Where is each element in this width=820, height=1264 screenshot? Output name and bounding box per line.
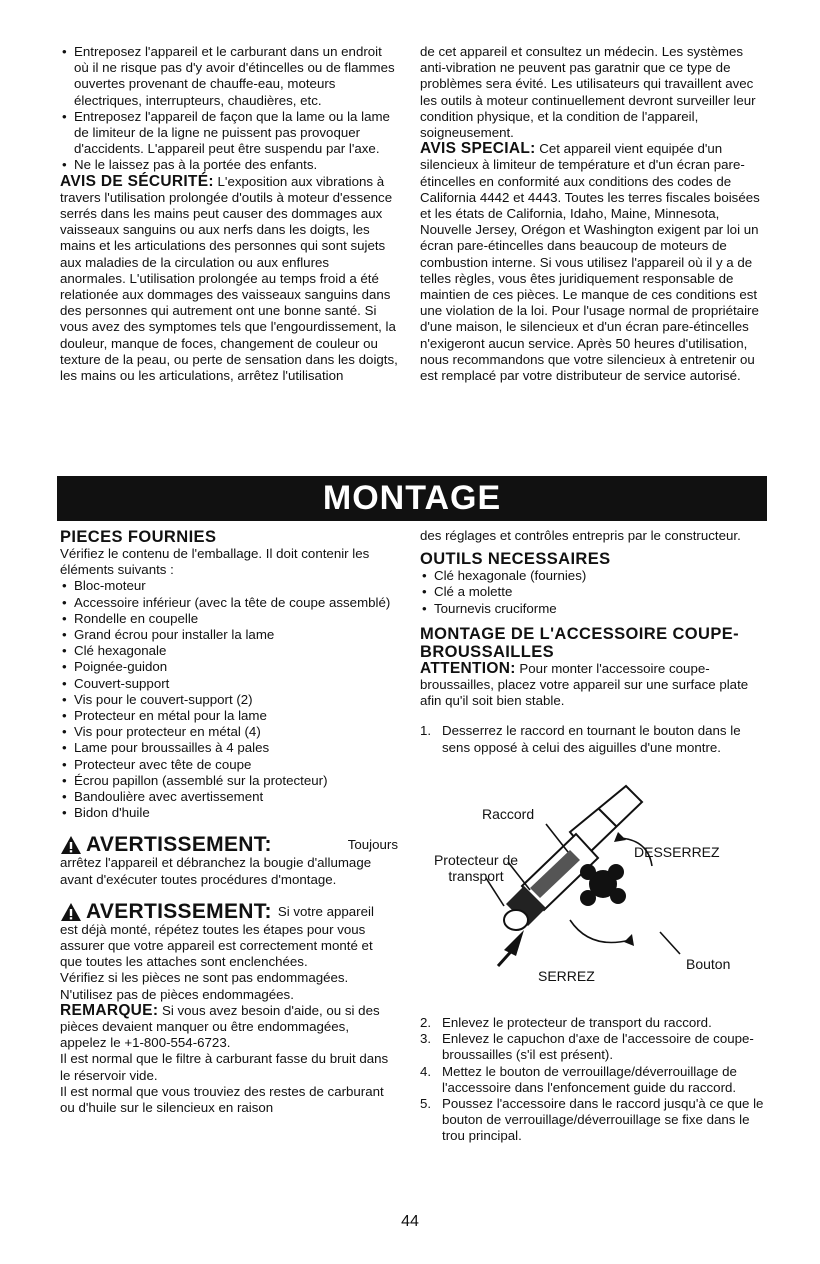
pieces-list: [60, 578, 398, 821]
pieces-title: PIECES FOURNIES: [60, 528, 217, 546]
avis-special-text: Cet appareil vient equipée d'un silencieux à limiteur de température et d'un écran pare-étincelles en conformité aux conditions des codes de California 4442 et 4443. Toutes les terres fiscales boisées et les états de California, Idaho, Maine, Minnesota, Nouvelle Jersey, Orégon et Washington exigent par loi un écran pare-étincelles dans beaucoup de moteurs de combustion interne. Si vous utilisez l'appareil où il y a de telles règles, vous êtes juridiquement responsable de maintien de ces pièces. Le manque de ces conditions est une violation de la loi. Pour l'usage normal de propriétaire d'une maison, le silencieux et d'un écran pare-étincelles n'exigeront aucun service. Après 50 heures d'utilisation, nous recommandons que votre silencieux à entretenir ou est remplacé par votre distributeur de service autorisé.: [420, 141, 760, 384]
normal-text-2: Il est normal que vous trouviez des restes de carburant ou d'huile sur le silencieux en raison: [60, 1083, 384, 1116]
list-item: • Bloc-moteur: [60, 578, 398, 594]
warning-2-inline: Si votre appareil: [277, 903, 374, 919]
list-item: • Rondelle en coupelle: [60, 611, 398, 627]
list-item: • Vis pour protecteur en métal (4): [60, 724, 398, 740]
step-text: Desserrez le raccord en tournant le bouton dans le sens opposé à celui des aiguilles d'une montre.: [442, 723, 741, 755]
step-item: [420, 723, 765, 755]
right-bottom-column: [420, 528, 765, 756]
outils-title: OUTILS NECESSAIRES: [420, 550, 611, 569]
label-bouton: Bouton: [686, 956, 731, 972]
warning-2-text: est déjà monté, répétez toutes les étapes pour vous assurer que votre appareil est correctement monté et que toutes les attaches sont enclenchées.: [60, 921, 373, 970]
steps-column: [420, 1015, 765, 1145]
list-item: • Lame pour broussailles à 4 pales: [60, 740, 398, 756]
attention-text: Pour monter l'accessoire coupe-broussailles, placez votre appareil sur une surface plate afin qu'il soit bien stable.: [420, 660, 749, 709]
attention-paragraph: [420, 661, 765, 710]
avis-securite-text: L'exposition aux vibrations à travers l'utilisation prolongée d'outils à moteur d'essence serrés dans les mains peut causer des dommages aux vaisseaux sanguins ou aux nerfs dans les doigts, les mains et les articulations des personnes qui sont sujets aux maladies de la circulation ou aux enflures anormales. L'utilisation prolongée au temps froid a été relationée aux dommages des vaisseaux sanguins dans des personnes qui autrement ont une bonne santé. Si vous avez des symptomes tels que l'engourdissement, la douleur, manque de foces, changement de couleur ou texture de la peau, ou perte de sensation dans les doigts, les mains ou les articulations, arrêtez l'utilisation: [60, 173, 398, 384]
list-item: • Accessoire inférieur (avec la tête de coupe assemblé): [60, 595, 398, 611]
step-text: Enlevez le protecteur de transport du raccord.: [442, 1015, 712, 1030]
storage-bullets: [60, 44, 398, 174]
list-item: • Écrou papillon (assemblé sur la protecteur): [60, 773, 398, 789]
list-item: • Grand écrou pour installer la lame: [60, 627, 398, 643]
step-text: Poussez l'accessoire dans le raccord jusqu'à ce que le bouton de verrouillage/déverrouillage se fixe dans le trou principal.: [442, 1096, 764, 1144]
avis-securite-label: AVIS DE SÉCURITÉ:: [60, 172, 214, 190]
remarque-paragraph: [60, 1003, 398, 1052]
page-number: 44: [401, 1213, 419, 1230]
normal-text-1: Il est normal que le filtre à carburant fasse du bruit dans le réservoir vide.: [60, 1051, 389, 1083]
list-item: • Poignée-guidon: [60, 659, 398, 675]
list-item: • Protecteur avec tête de coupe: [60, 757, 398, 773]
step-item: [420, 1064, 765, 1096]
warning-1-inline: Toujours: [347, 837, 398, 853]
avis-securite-paragraph: [60, 174, 398, 385]
assembly-figure: [420, 780, 750, 1008]
continuation-text: de cet appareil et consultez un médecin. Les systèmes anti-vibration ne peuvent pas garatnir que ce type de problèmes sera évité. Les utilisateurs qui travaillent avec les outils à moteur continuellement devront surveiller leur condition physique, et la condition de l'appareil, soigneusement.: [420, 44, 756, 141]
list-item: • Bidon d'huile: [60, 805, 398, 821]
step-item: [420, 1096, 765, 1145]
step-text: Mettez le bouton de verrouillage/déverrouillage de l'accessoire dans l'enfoncement guide du raccord.: [442, 1063, 737, 1095]
warning-1-heading: [60, 835, 398, 855]
montage-title: MONTAGE DE L'ACCESSOIRE COUPE-BROUSSAILLES: [420, 624, 740, 661]
list-item: • Couvert-support: [60, 676, 398, 692]
step-number: 3.: [420, 1031, 432, 1047]
continuation-text-2: des réglages et contrôles entrepris par le constructeur.: [420, 528, 741, 543]
left-bottom-column: [60, 528, 398, 1116]
list-item: • Tournevis cruciforme: [420, 601, 765, 617]
warning-1-label: AVERTISSEMENT:: [86, 833, 272, 857]
avis-special-paragraph: [420, 141, 765, 384]
label-protecteur: Protecteur de transport: [433, 852, 519, 884]
step-item: [420, 1015, 765, 1031]
list-item: • Clé a molette: [420, 584, 765, 600]
label-desserrez: DESSERREZ: [634, 844, 720, 860]
bullet-item: • Ne le laissez pas à la portée des enfants.: [60, 157, 398, 173]
remarque-text: Si vous avez besoin d'aide, ou si des pièces devaient manquer ou être endommagées, appelez le +1-800-554-6723.: [60, 1002, 380, 1051]
warning-icon: [60, 902, 82, 922]
section-banner: MONTAGE: [57, 476, 767, 521]
step-item: [420, 1031, 765, 1063]
steps-list: [420, 1015, 765, 1145]
bullet-item: • Entreposez l'appareil et le carburant dans un endroit où il ne risque pas d'y avoir d'étincelles ou de flammes ouvertes provenant de chauffe-eau, moteurs électriques, interrupteurs, chaudières, etc.: [60, 44, 398, 109]
step-number: 4.: [420, 1063, 432, 1079]
avis-special-label: AVIS SPECIAL:: [420, 140, 536, 158]
label-serrez: SERREZ: [538, 968, 595, 984]
warning-1-text: arrêtez l'appareil et débranchez la bougie d'allumage avant d'exécuter toutes procédures d'montage.: [60, 855, 372, 887]
remarque-label: REMARQUE:: [60, 1001, 159, 1019]
step-number: 2.: [420, 1015, 432, 1030]
list-item: • Bandoulière avec avertissement: [60, 789, 398, 805]
list-item: • Clé hexagonale: [60, 643, 398, 659]
left-top-column: [60, 44, 398, 384]
verify-text: Vérifiez si les pièces ne sont pas endommagées. N'utilisez pas de pièces endommagées.: [60, 970, 349, 1002]
list-item: • Clé hexagonale (fournies): [420, 568, 765, 584]
label-raccord: Raccord: [482, 806, 535, 822]
warning-icon: [60, 835, 82, 855]
outils-list: [420, 568, 765, 617]
list-item: • Protecteur en métal pour la lame: [60, 708, 398, 724]
step-number: 1.: [420, 723, 432, 739]
pieces-intro: Vérifiez le contenu de l'emballage. Il doit contenir les éléments suivants :: [60, 546, 370, 578]
step-text: Enlevez le capuchon d'axe de l'accessoire de coupe-broussailles (s'il est présent).: [442, 1031, 754, 1063]
warning-2-heading: [60, 899, 398, 923]
attention-label: ATTENTION:: [420, 659, 516, 677]
warning-2-label: AVERTISSEMENT:: [86, 899, 272, 923]
right-top-column: [420, 44, 765, 384]
step-1-list: [420, 723, 765, 755]
step-number: 5.: [420, 1096, 432, 1112]
bullet-item: • Entreposez l'appareil de façon que la lame ou la lame de limiteur de la ligne ne puissent pas provoquer d'accidents. L'appareil peut être suspendu par l'axe.: [60, 109, 398, 158]
list-item: • Vis pour le couvert-support (2): [60, 692, 398, 708]
